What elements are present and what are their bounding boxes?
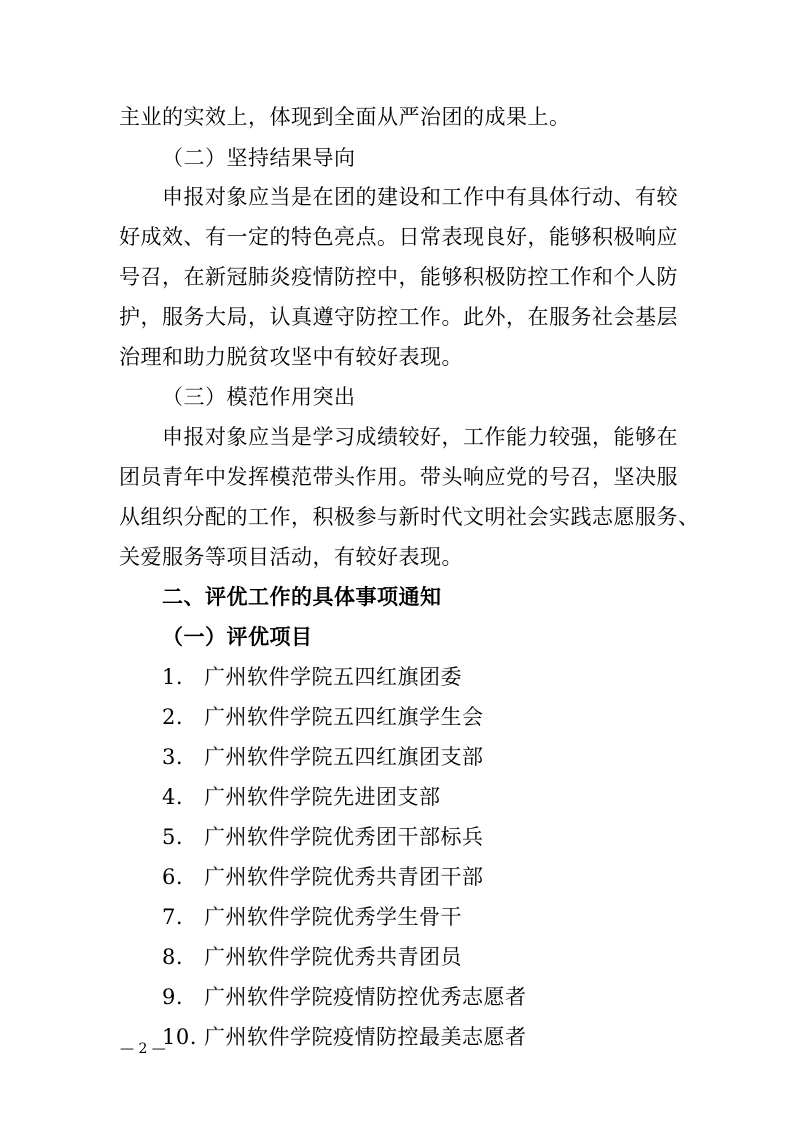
list-item-text: 广州软件学院疫情防控最美志愿者 (204, 1025, 527, 1049)
list-item-text: 广州软件学院五四红旗学生会 (204, 705, 484, 729)
subsection-heading: （一）评优项目 (162, 625, 313, 649)
paragraph-line: 申报对象应当是在团的建设和工作中有具体行动、有较 (162, 185, 678, 209)
list-item-text: 广州软件学院优秀共青团干部 (204, 865, 484, 889)
paragraph-line: 团员青年中发挥模范带头作用。带头响应党的号召，坚决服 (119, 465, 678, 489)
paragraph-line: 护，服务大局，认真遵守防控工作。此外，在服务社会基层 (119, 305, 678, 329)
paragraph-line: 号召，在新冠肺炎疫情防控中，能够积极防控工作和个人防 (119, 265, 678, 289)
list-item (162, 822, 484, 852)
page-number: — 2 — (120, 1041, 166, 1057)
list-item (162, 1022, 527, 1052)
list-item-number: 4. (162, 785, 184, 809)
list-item-text: 广州软件学院疫情防控优秀志愿者 (204, 985, 527, 1009)
list-item-text: 广州软件学院优秀团干部标兵 (204, 825, 484, 849)
list-item-number: 10. (162, 1025, 197, 1049)
subsection-heading: （二）坚持结果导向 (162, 146, 356, 170)
paragraph-line: 从组织分配的工作，积极参与新时代文明社会实践志愿服务、 (119, 505, 700, 529)
list-item-text: 广州软件学院优秀共青团员 (204, 945, 462, 969)
paragraph-line: 主业的实效上，体现到全面从严治团的成果上。 (119, 105, 571, 129)
list-item-text: 广州软件学院五四红旗团支部 (204, 745, 484, 769)
paragraph-line: 好成效、有一定的特色亮点。日常表现良好，能够积极响应 (119, 225, 678, 249)
list-item-number: 6. (162, 865, 184, 889)
list-item-number: 5. (162, 825, 184, 849)
list-item-number: 3. (162, 745, 184, 769)
paragraph-line: 治理和助力脱贫攻坚中有较好表现。 (119, 345, 463, 369)
list-item (162, 742, 484, 772)
list-item-text: 广州软件学院先进团支部 (204, 785, 441, 809)
paragraph-line: 申报对象应当是学习成绩较好，工作能力较强，能够在 (162, 425, 678, 449)
subsection-heading: （三）模范作用突出 (162, 385, 356, 409)
list-item (162, 662, 462, 692)
list-item (162, 982, 527, 1012)
list-item-number: 8. (162, 945, 184, 969)
list-item (162, 702, 484, 732)
list-item-text: 广州软件学院五四红旗团委 (204, 665, 462, 689)
list-item-number: 1. (162, 665, 184, 689)
list-item (162, 862, 484, 892)
list-item-number: 2. (162, 705, 184, 729)
list-item (162, 782, 441, 812)
section-heading: 二、评优工作的具体事项通知 (162, 585, 442, 609)
list-item (162, 902, 462, 932)
list-item-number: 7. (162, 905, 184, 929)
paragraph-line: 关爱服务等项目活动，有较好表现。 (119, 545, 463, 569)
list-item-number: 9. (162, 985, 184, 1009)
list-item (162, 942, 462, 972)
list-item-text: 广州软件学院优秀学生骨干 (204, 905, 462, 929)
